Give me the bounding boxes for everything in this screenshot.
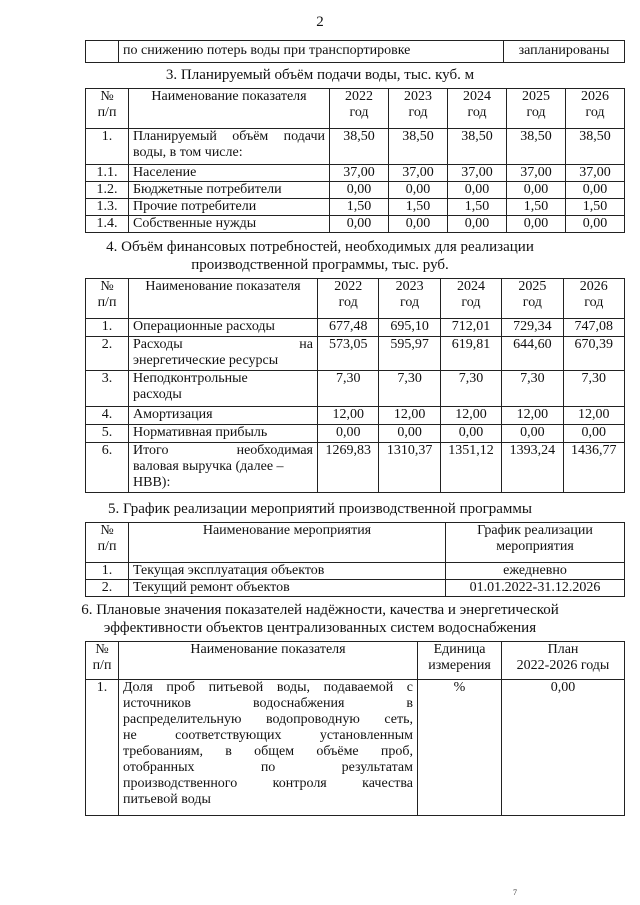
row-value: 7,30 <box>502 371 563 407</box>
row-value: 677,48 <box>318 319 379 337</box>
row-name: Планируемый объём подачи воды, в том числе: <box>129 129 330 165</box>
row-value: 37,00 <box>330 165 389 182</box>
s4-header-name: Наименование показателя <box>129 279 318 319</box>
row-value: 7,30 <box>440 371 501 407</box>
s3-header-year: 2022 год <box>330 89 389 129</box>
row-value: 1,50 <box>330 199 389 216</box>
s4-header-year: 2022 год <box>318 279 379 319</box>
s3-header-num: № п/п <box>86 89 129 129</box>
row-num: 4. <box>86 407 129 425</box>
row-num: 1. <box>86 563 129 580</box>
row-value: 0,00 <box>502 425 563 443</box>
row-value: 12,00 <box>318 407 379 425</box>
row-value: 1,50 <box>389 199 448 216</box>
row-value: 0,00 <box>563 425 624 443</box>
row-value: 0,00 <box>448 216 507 233</box>
section-3-title: 3. Планируемый объём подачи воды, тыс. куб. м <box>165 67 475 83</box>
row-value: 695,10 <box>379 319 440 337</box>
row-value: 1310,37 <box>379 443 440 493</box>
row-num: 3. <box>86 371 129 407</box>
row-value: 0,00 <box>330 182 389 199</box>
row-num: 1.3. <box>86 199 129 216</box>
s6-header-name: Наименование показателя <box>119 642 418 680</box>
row-value: 38,50 <box>448 129 507 165</box>
section-4-table <box>85 278 625 493</box>
row-unit: % <box>418 680 502 816</box>
row-value: 1,50 <box>566 199 625 216</box>
fragment-status: запланированы <box>504 41 625 63</box>
top-fragment-table <box>85 40 625 63</box>
row-value: 712,01 <box>440 319 501 337</box>
row-value: 0,00 <box>507 182 566 199</box>
row-value: 0,00 <box>507 216 566 233</box>
row-name: Нормативная прибыль <box>129 425 318 443</box>
row-plan: 0,00 <box>502 680 625 816</box>
row-schedule: 01.01.2022-31.12.2026 <box>446 580 625 597</box>
fragment-text: по снижению потерь воды при транспортировке <box>119 41 504 63</box>
table-row <box>86 319 625 337</box>
row-value: 37,00 <box>389 165 448 182</box>
table-row <box>86 425 625 443</box>
s3-header-year: 2023 год <box>389 89 448 129</box>
row-value: 12,00 <box>379 407 440 425</box>
row-value: 670,39 <box>563 337 624 371</box>
table-row <box>86 680 625 816</box>
table-row <box>86 337 625 371</box>
s3-header-year: 2025 год <box>507 89 566 129</box>
section-4-title: 4. Объём финансовых потребностей, необходимых для реализации производственной программы, тыс. руб. <box>106 239 534 273</box>
table-row <box>86 129 625 165</box>
row-name: Операционные расходы <box>129 319 318 337</box>
s4-header-year: 2023 год <box>379 279 440 319</box>
row-value: 7,30 <box>318 371 379 407</box>
row-value: 1269,83 <box>318 443 379 493</box>
section-3-table <box>85 88 625 233</box>
row-value: 38,50 <box>507 129 566 165</box>
row-value: 12,00 <box>502 407 563 425</box>
row-name: Прочие потребители <box>129 199 330 216</box>
row-num: 1.4. <box>86 216 129 233</box>
s4-header-num: № п/п <box>86 279 129 319</box>
row-num: 1.1. <box>86 165 129 182</box>
table-row <box>86 371 625 407</box>
section-5-title: 5. График реализации мероприятий производственной программы <box>108 501 532 517</box>
fragment-num-cell <box>86 41 119 63</box>
row-value: 0,00 <box>566 182 625 199</box>
s6-header-plan: План 2022-2026 годы <box>502 642 625 680</box>
row-name: Итого необходимая валовая выручка (далее – НВВ): <box>129 443 318 493</box>
s4-header-year: 2025 год <box>502 279 563 319</box>
table-row <box>86 580 625 597</box>
row-value: 38,50 <box>330 129 389 165</box>
row-value: 595,97 <box>379 337 440 371</box>
table-row <box>86 407 625 425</box>
s5-header-num: № п/п <box>86 523 129 563</box>
s6-header-num: № п/п <box>86 642 119 680</box>
row-value: 0,00 <box>389 216 448 233</box>
table-row <box>86 563 625 580</box>
row-value: 1436,77 <box>563 443 624 493</box>
row-value: 7,30 <box>379 371 440 407</box>
page-number: 2 <box>316 14 324 30</box>
s4-header-year: 2024 год <box>440 279 501 319</box>
table-row <box>86 199 625 216</box>
row-num: 1. <box>86 129 129 165</box>
row-value: 0,00 <box>330 216 389 233</box>
row-name: Расходы на энергетические ресурсы <box>129 337 318 371</box>
row-num: 1. <box>86 319 129 337</box>
row-num: 2. <box>86 337 129 371</box>
row-name: Доля проб питьевой воды, подаваемой с источников водоснабжения в распределительную водопроводную сеть, не соответствующих установленным требованиям, в общем объёме проб, отобранных по результатам производственного контроля качества питьевой воды <box>119 680 418 816</box>
row-value: 1351,12 <box>440 443 501 493</box>
row-value: 38,50 <box>389 129 448 165</box>
row-schedule: ежедневно <box>446 563 625 580</box>
row-value: 37,00 <box>566 165 625 182</box>
s3-header-year: 2026 год <box>566 89 625 129</box>
row-num: 1. <box>86 680 119 816</box>
row-value: 12,00 <box>440 407 501 425</box>
row-value: 0,00 <box>389 182 448 199</box>
row-value: 1,50 <box>448 199 507 216</box>
row-name: Собственные нужды <box>129 216 330 233</box>
table-row <box>86 443 625 493</box>
row-value: 644,60 <box>502 337 563 371</box>
row-value: 0,00 <box>379 425 440 443</box>
row-value: 37,00 <box>507 165 566 182</box>
row-value: 0,00 <box>448 182 507 199</box>
row-value: 729,34 <box>502 319 563 337</box>
row-num: 5. <box>86 425 129 443</box>
s3-header-year: 2024 год <box>448 89 507 129</box>
table-row <box>86 165 625 182</box>
row-name: Неподконтрольные расходы <box>129 371 318 407</box>
row-num: 6. <box>86 443 129 493</box>
section-6-table <box>85 641 625 816</box>
row-num: 1.2. <box>86 182 129 199</box>
section-6-title: 6. Плановые значения показателей надёжности, качества и энергетической эффективности объектов централизованных систем водоснабжения <box>81 602 559 636</box>
row-name: Амортизация <box>129 407 318 425</box>
row-value: 747,08 <box>563 319 624 337</box>
row-name: Бюджетные потребители <box>129 182 330 199</box>
s5-header-name: Наименование мероприятия <box>129 523 446 563</box>
row-value: 0,00 <box>318 425 379 443</box>
row-name: Текущий ремонт объектов <box>129 580 446 597</box>
row-name: Население <box>129 165 330 182</box>
row-value: 1,50 <box>507 199 566 216</box>
table-row <box>86 182 625 199</box>
row-num: 2. <box>86 580 129 597</box>
row-value: 38,50 <box>566 129 625 165</box>
row-value: 619,81 <box>440 337 501 371</box>
table-row <box>86 216 625 233</box>
row-value: 12,00 <box>563 407 624 425</box>
row-value: 0,00 <box>440 425 501 443</box>
s4-header-year: 2026 год <box>563 279 624 319</box>
row-value: 1393,24 <box>502 443 563 493</box>
s5-header-schedule: График реализации мероприятия <box>446 523 625 563</box>
row-name: Текущая эксплуатация объектов <box>129 563 446 580</box>
row-value: 7,30 <box>563 371 624 407</box>
s3-header-name: Наименование показателя <box>129 89 330 129</box>
s6-header-unit: Единица измерения <box>418 642 502 680</box>
section-5-table <box>85 522 625 597</box>
row-value: 0,00 <box>566 216 625 233</box>
row-value: 37,00 <box>448 165 507 182</box>
row-value: 573,05 <box>318 337 379 371</box>
page-tail-mark: 7 <box>513 888 517 897</box>
